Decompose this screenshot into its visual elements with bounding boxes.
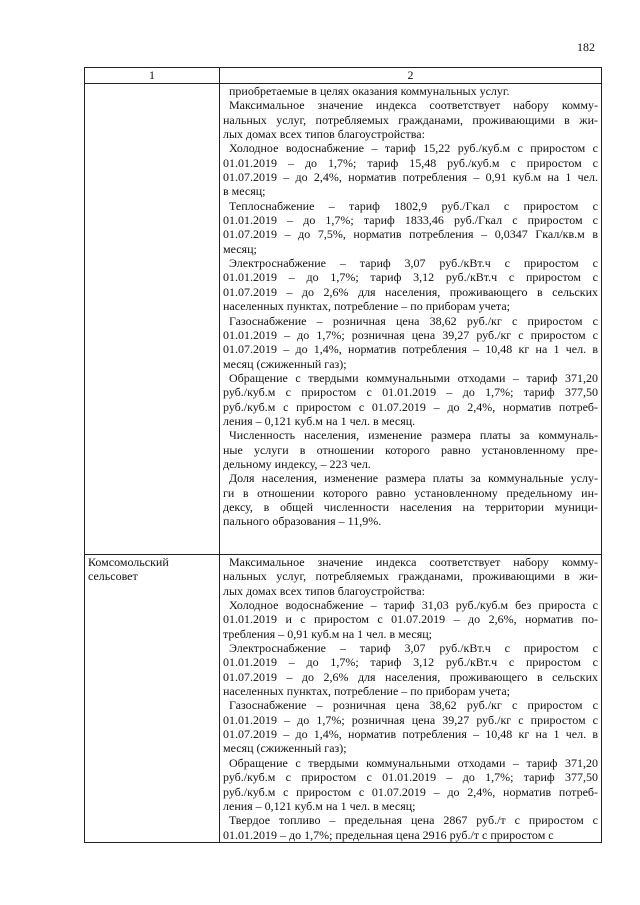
tariff-table bbox=[84, 67, 602, 843]
text-line: 01.01.2019 и с приростом с 01.07.2019 – до 2,6%, норматив по- bbox=[223, 612, 598, 627]
text-line: руб./куб.м с приростом с 01.01.2019 – до 1,7%; тариф 377,50 bbox=[223, 770, 598, 785]
text-line: Теплоснабжение – тариф 1802,9 руб./Гкал с приростом с bbox=[229, 198, 598, 213]
text-line: Максимальное значение индекса соответствует набору комму- bbox=[229, 555, 598, 569]
text-line: 01.01.2019 – до 1,7%; тариф 15,48 руб./куб.м с приростом с bbox=[223, 155, 598, 170]
text-line: дельному индексу, – 223 чел. bbox=[223, 456, 371, 471]
text-line: лых домах всех типов благоустройства: bbox=[223, 583, 425, 598]
text-line: 01.07.2019 – до 1,4%, норматив потребления – 10,48 кг на 1 чел. в bbox=[223, 727, 598, 742]
text-line: Газоснабжение – розничная цена 38,62 руб./кг с приростом с bbox=[229, 313, 598, 328]
text-line: 01.01.2019 – до 1,7%; тариф 3,12 руб./кВт.ч с приростом с bbox=[223, 270, 598, 285]
text-line: Численность населения, изменение размера платы за коммуналь- bbox=[229, 428, 598, 443]
text-line: 01.01.2019 – до 1,7%; розничная цена 39,27 руб./кг с приростом с bbox=[223, 712, 598, 727]
text-line: 01.07.2019 – до 2,6% для населения, проживающего в сельских bbox=[223, 669, 598, 684]
text-line: Холодное водоснабжение – тариф 31,03 руб./куб.м без прироста с bbox=[229, 598, 598, 613]
text-line: населенных пунктах, потребление – по приборам учета; bbox=[223, 684, 510, 699]
text-line: 01.07.2019 – до 2,6% для населения, проживающего в сельских bbox=[223, 284, 598, 299]
text-line: 01.07.2019 – до 1,4%, норматив потребления – 10,48 кг на 1 чел. в bbox=[223, 342, 598, 357]
text-line: нальных услуг, потребляемых гражданами, проживающими в жи- bbox=[223, 569, 598, 584]
table-row bbox=[85, 84, 602, 555]
text-line: Максимальное значение индекса соответствует набору комму- bbox=[229, 98, 598, 113]
text-line: Электроснабжение – тариф 3,07 руб./кВт.ч с приростом с bbox=[229, 256, 598, 271]
text-line: ги в отношении которого равно установленному предельному ин- bbox=[223, 485, 598, 500]
text-line: 01.07.2019 – до 2,4%, норматив потребления – 0,91 куб.м на 1 чел. bbox=[223, 170, 598, 185]
text-line: ные услуги в отношении которого равно установленному пре- bbox=[223, 442, 598, 457]
text-line: Обращение с твердыми коммунальными отходами – тариф 371,20 bbox=[229, 370, 598, 385]
text-line: дексу, в общей численности населения на территории муници- bbox=[223, 499, 598, 514]
table-body bbox=[85, 84, 602, 843]
text-line: 01.01.2019 – до 1,7%; тариф 3,12 руб./кВт.ч с приростом с bbox=[223, 655, 598, 670]
description-cell bbox=[220, 555, 602, 843]
text-line: населенных пунктах, потребление – по приборам учета; bbox=[223, 299, 510, 314]
text-line: 01.01.2019 – до 1,7%; тариф 1833,46 руб./Гкал с приростом с bbox=[223, 213, 598, 228]
text-line: пального образования – 11,9%. bbox=[223, 514, 382, 529]
table-header-row bbox=[85, 68, 602, 84]
text-line: руб./куб.м с приростом с 01.07.2019 – до 2,4%, норматив потреб- bbox=[223, 784, 598, 799]
text-line: Обращение с твердыми коммунальными отходами – тариф 371,20 bbox=[229, 755, 598, 770]
text-line: 01.07.2019 – до 7,5%, норматив потребления – 0,0347 Гкал/кв.м в bbox=[223, 227, 598, 242]
text-line: руб./куб.м с приростом с 01.01.2019 – до 1,7%; тариф 377,50 bbox=[223, 385, 598, 400]
text-line: месяц; bbox=[223, 241, 257, 256]
text-line: ления – 0,121 куб.м на 1 чел. в месяц. bbox=[223, 413, 416, 428]
column-header-2: 2 bbox=[220, 68, 602, 84]
page-number: 182 bbox=[577, 40, 595, 54]
table-row bbox=[85, 555, 602, 843]
text-line: ления – 0,121 куб.м на 1 чел. в месяц; bbox=[223, 798, 416, 813]
text-line: Электроснабжение – тариф 3,07 руб./кВт.ч с приростом с bbox=[229, 641, 598, 656]
text-line: Доля населения, изменение размера платы за коммунальные услу- bbox=[229, 471, 598, 486]
text-line: месяц (сжиженный газ); bbox=[223, 356, 347, 371]
text-line: руб./куб.м с приростом с 01.07.2019 – до 2,4%, норматив потреб- bbox=[223, 399, 598, 414]
text-line: 01.01.2019 – до 1,7%; предельная цена 2916 руб./т с приростом с bbox=[223, 827, 554, 842]
column-header-1: 1 bbox=[85, 68, 220, 84]
text-line: приобретаемые в целях оказания коммунальных услуг. bbox=[229, 84, 510, 98]
text-line: 01.01.2019 – до 1,7%; розничная цена 39,27 руб./кг с приростом с bbox=[223, 327, 598, 342]
text-line: лых домах всех типов благоустройства: bbox=[223, 127, 425, 142]
text-line: месяц (сжиженный газ); bbox=[223, 741, 347, 756]
text-line: нальных услуг, потребляемых гражданами, проживающими в жи- bbox=[223, 112, 598, 127]
text-line: требления – 0,91 куб.м на 1 чел. в месяц; bbox=[223, 626, 432, 641]
municipality-cell bbox=[85, 84, 220, 555]
text-line: в месяц; bbox=[223, 184, 266, 199]
text-line: Холодное водоснабжение – тариф 15,22 руб./куб.м с приростом с bbox=[229, 141, 598, 156]
municipality-cell: Комсомольский сельсовет bbox=[85, 555, 220, 843]
text-line: Газоснабжение – розничная цена 38,62 руб./кг с приростом с bbox=[229, 698, 598, 713]
description-cell bbox=[220, 84, 602, 555]
text-line: Твердое топливо – предельная цена 2867 руб./т с приростом с bbox=[229, 813, 598, 828]
